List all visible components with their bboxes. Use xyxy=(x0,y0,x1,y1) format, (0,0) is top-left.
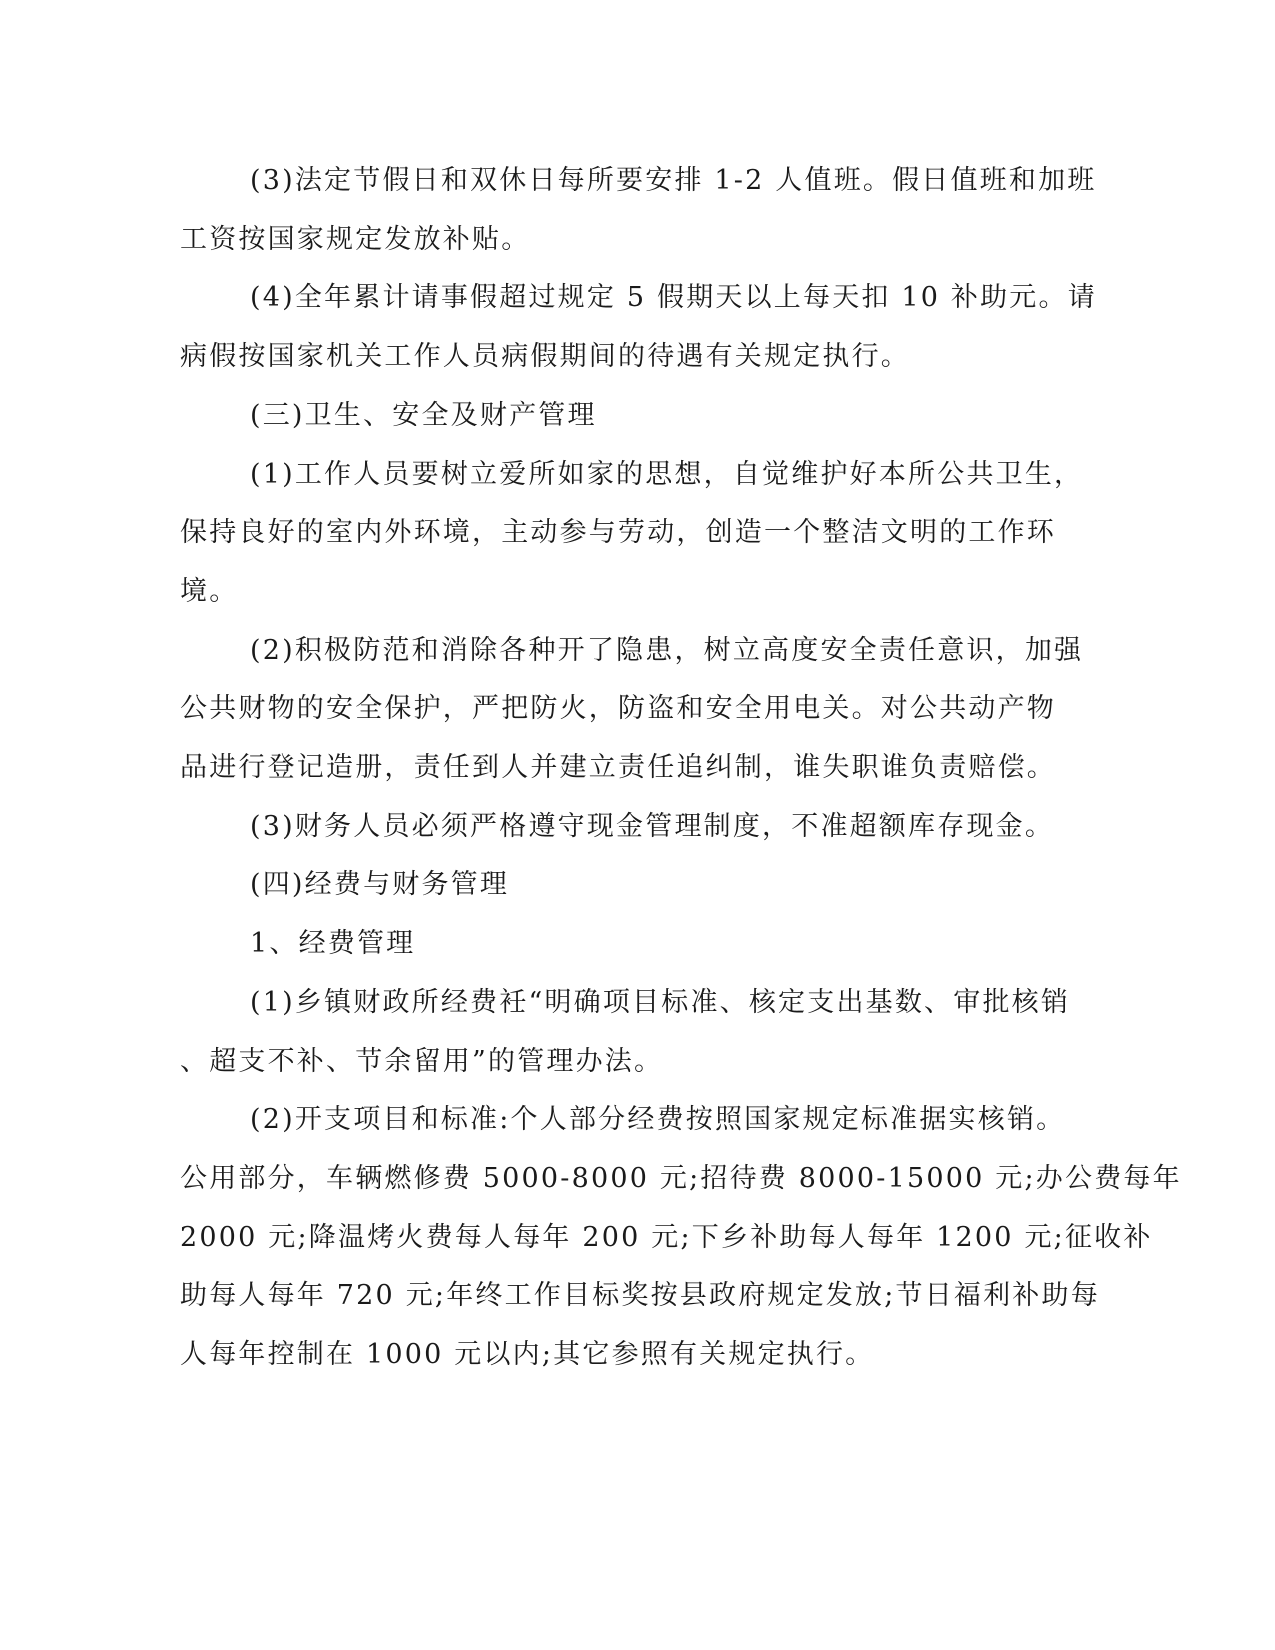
paragraph-line: 保持良好的室内外环境，主动参与劳动，创造一个整洁文明的工作环 xyxy=(180,517,1056,549)
subsection-heading-funds xyxy=(180,915,1040,974)
section-heading-finance xyxy=(180,856,1040,915)
paragraph-line: 人每年控制在 1000 元以内;其它参照有关规定执行。 xyxy=(180,1339,875,1371)
paragraph-line: 公用部分，车辆燃修费 5000-8000 元;招待费 8000-15000 元;办公费每年 xyxy=(180,1162,1182,1194)
paragraph-line: (1)乡镇财政所经费衽“明确项目标准、核定支出基数、审批核销 xyxy=(250,986,1071,1018)
paragraph-expense-standards xyxy=(180,1091,1182,1385)
section-heading: (四)经费与财务管理 xyxy=(250,869,510,901)
document-body xyxy=(180,152,1182,1385)
subsection-heading: 1、经费管理 xyxy=(250,928,416,960)
paragraph-line: (1)工作人员要树立爱所如家的思想，自觉维护好本所公共卫生， xyxy=(250,458,1084,490)
paragraph-hygiene xyxy=(180,446,1084,622)
paragraph-holiday-duty xyxy=(180,152,1097,269)
paragraph-line: 品进行登记造册，责任到人并建立责任追纠制，谁失职谁负责赔偿。 xyxy=(180,752,1056,784)
paragraph-line: 助每人每年 720 元;年终工作目标奖按县政府规定发放;节日福利补助每 xyxy=(180,1280,1100,1312)
paragraph-leave-deduction xyxy=(180,269,1097,386)
paragraph-funds-method xyxy=(180,974,1071,1091)
paragraph-line: 病假按国家机关工作人员病假期间的待遇有关规定执行。 xyxy=(180,341,910,373)
paragraph-line: (4)全年累计请事假超过规定 5 假期天以上每天扣 10 补助元。请 xyxy=(250,282,1097,314)
paragraph-line: 、超支不补、节余留用”的管理办法。 xyxy=(180,1045,664,1077)
paragraph-line: 境。 xyxy=(180,575,239,607)
paragraph-line: (3)法定节假日和双休日每所要安排 1-2 人值班。假日值班和加班 xyxy=(250,165,1097,196)
section-heading-hygiene-safety xyxy=(180,387,1040,446)
paragraph-line: 工资按国家规定发放补贴。 xyxy=(180,223,531,255)
section-heading: (三)卫生、安全及财产管理 xyxy=(250,399,597,431)
paragraph-line: (2)积极防范和消除各种开了隐患，树立高度安全责任意识，加强 xyxy=(250,634,1084,666)
paragraph-line: (3)财务人员必须严格遵守现金管理制度，不准超额库存现金。 xyxy=(250,810,1055,842)
paragraph-line: 公共财物的安全保护，严把防火，防盗和安全用电关。对公共动产物 xyxy=(180,693,1056,725)
paragraph-line: (2)开支项目和标准:个人部分经费按照国家规定标准据实核销。 xyxy=(250,1104,1066,1136)
paragraph-cash-management xyxy=(180,798,1055,857)
paragraph-safety xyxy=(180,622,1084,798)
paragraph-line: 2000 元;降温烤火费每人每年 200 元;下乡补助每人每年 1200 元;征收补 xyxy=(180,1221,1153,1253)
